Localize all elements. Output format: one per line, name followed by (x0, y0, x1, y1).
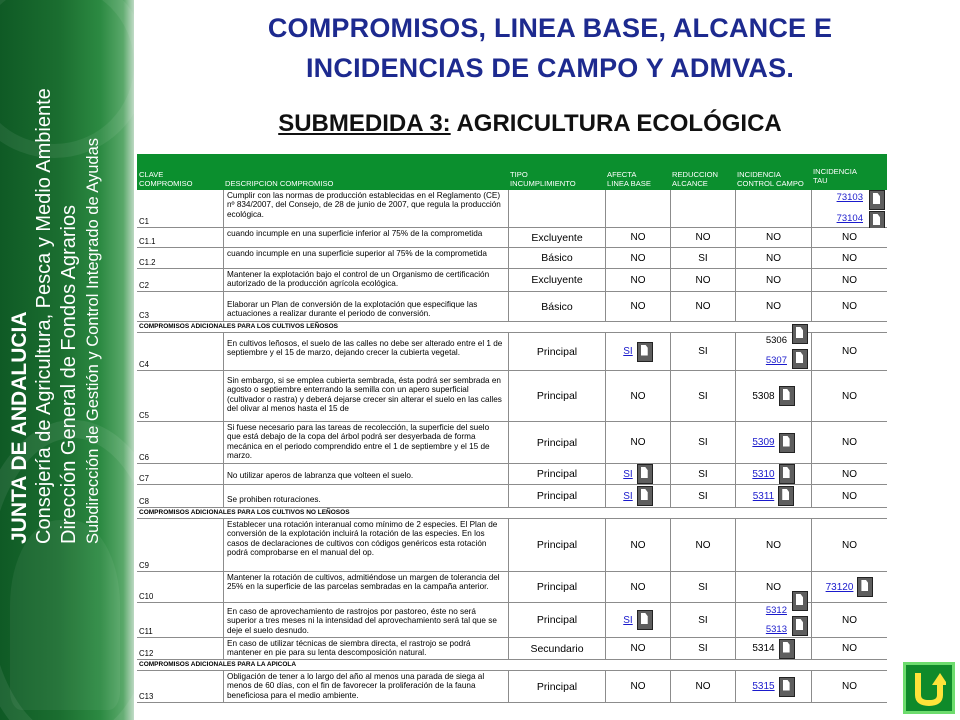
header-tipo: TIPO INCUMPLIMIENTO (510, 170, 576, 188)
row-description: Sin embargo, si se emplea cubierta sembrada, ésta podrá ser sembrada en agosto o septiembre enterrando la semilla con un apero superficial (cultivador o rastra) y deberá dejarse crecer sin alterar el suelo en las calles del olivar al menos hasta el 15 de (223, 371, 508, 421)
row-afecta: NO (605, 422, 670, 463)
row-code: C9 (139, 561, 149, 570)
row-description: No utilizar aperos de labranza que volteen el suelo. (223, 464, 508, 484)
table-row (137, 371, 887, 422)
row-code: C6 (139, 453, 149, 462)
row-tipo: Básico (508, 292, 605, 321)
row-afecta: NO (605, 572, 670, 602)
table-row (137, 572, 887, 603)
afecta-link[interactable]: SI (623, 490, 633, 502)
row-incidencia: NO (735, 248, 811, 268)
row-incidencia: NO (735, 519, 811, 571)
row-incidencia: NO (735, 269, 811, 291)
row-description: En caso de utilizar técnicas de siembra directa, el rastrojo se podrá mantener en pie para su lenta descomposición natural. (223, 638, 508, 659)
section-label: COMPROMISOS ADICIONALES PARA LA APICOLA (139, 661, 297, 668)
row-reduccion: SI (670, 572, 735, 602)
document-icon[interactable] (792, 349, 808, 369)
row-description: Se prohiben roturaciones. (223, 485, 508, 507)
document-icon[interactable] (869, 190, 885, 210)
sidebar-text-block (0, 0, 134, 560)
row-afecta: NO (605, 371, 670, 421)
row-tau: NO (811, 671, 887, 702)
table-row (137, 485, 887, 508)
document-icon[interactable] (637, 342, 653, 362)
row-description: Cumplir con las normas de producción establecidas en el Reglamento (CE) nº 834/2007, del Consejo, de 28 de junio de 2007, que regula la producción ecológica. (223, 190, 508, 227)
row-afecta: NO (605, 671, 670, 702)
sidebar-banner (0, 0, 134, 720)
return-arrow-icon (912, 669, 946, 707)
row-reduccion: SI (670, 333, 735, 370)
row-tau: NO (811, 292, 887, 321)
row-tipo: Principal (508, 671, 605, 702)
row-code: C10 (139, 592, 154, 601)
row-tipo: Principal (508, 422, 605, 463)
row-reduccion: SI (670, 603, 735, 637)
row-afecta: NO (605, 248, 670, 268)
afecta-link[interactable]: SI (623, 468, 633, 480)
section-label: COMPROMISOS ADICIONALES PARA LOS CULTIVOS NO LEÑOSOS (139, 509, 350, 516)
document-icon[interactable] (792, 324, 808, 344)
row-tipo: Principal (508, 464, 605, 484)
row-tau: NO (811, 248, 887, 268)
row-reduccion: SI (670, 485, 735, 507)
row-description: Establecer una rotación interanual como mínimo de 2 especies. El Plan de conversión de la explotación incluirá la rotación de las especies. En los casos de declaraciones de cultivos con códigos genéricos esta rotación podrá comprobarse en el manual del op. (223, 519, 508, 571)
header-desc: DESCRIPCION COMPROMISO (225, 179, 334, 188)
document-icon[interactable] (779, 464, 795, 484)
document-icon[interactable] (637, 486, 653, 506)
incidencia-link[interactable]: 5307 (765, 355, 787, 366)
return-button[interactable] (903, 662, 955, 714)
row-tipo: Principal (508, 519, 605, 571)
row-tau: NO (811, 422, 887, 463)
row-reduccion: SI (670, 638, 735, 659)
header-afecta: AFECTA LINEA BASE (607, 170, 651, 188)
row-tau: NO (811, 464, 887, 484)
document-icon[interactable] (792, 616, 808, 636)
incidencia-link[interactable]: 5315 (752, 681, 775, 692)
row-code: C13 (139, 692, 154, 701)
section-label: COMPROMISOS ADICIONALES PARA LOS CULTIVOS LEÑOSOS (139, 323, 338, 330)
row-afecta: NO (605, 638, 670, 659)
incidencia-link[interactable]: 5313 (765, 624, 787, 635)
incidencia-link[interactable]: 5311 (752, 490, 775, 502)
row-tau: NO (811, 228, 887, 247)
directorate-name: Dirección General de Fondos Agrarios (58, 204, 80, 544)
row-code: C1 (139, 217, 149, 226)
document-icon[interactable] (857, 577, 873, 597)
section-row (137, 508, 887, 519)
row-code: C8 (139, 497, 149, 506)
document-icon[interactable] (779, 433, 795, 453)
table-row (137, 519, 887, 572)
table-row (137, 292, 887, 322)
row-description: cuando incumple en una superficie inferior al 75% de la comprometida (223, 228, 508, 247)
page-subtitle (210, 110, 850, 138)
subdirectorate-name: Subdirección de Gestión y Control Integrado de Ayudas (84, 137, 102, 544)
header-tau: INCIDENCIA TAU (813, 167, 857, 185)
row-incidencia: NO (735, 572, 811, 602)
row-code: C12 (139, 649, 154, 658)
row-tipo: Principal (508, 603, 605, 637)
page-title-line2: INCIDENCIAS DE CAMPO Y ADMVAS. (305, 53, 795, 83)
row-tipo: Excluyente (508, 269, 605, 291)
row-reduccion: NO (670, 519, 735, 571)
row-tipo: Secundario (508, 638, 605, 659)
row-description: Mantener la rotación de cultivos, admitiéndose un margen de tolerancia del 25% en la superficie de las parcelas sembradas en la campaña anterior. (223, 572, 508, 602)
table-row (137, 603, 887, 638)
row-tipo: Principal (508, 572, 605, 602)
incidencia-code: 5308 (752, 390, 775, 402)
row-tau: NO (811, 333, 887, 370)
document-icon[interactable] (637, 610, 653, 630)
row-description: Elaborar un Plan de conversión de la explotación que especifique las actuaciones a realizar durante el periodo de conversión. (223, 292, 508, 321)
document-icon[interactable] (779, 639, 795, 659)
row-description: Si fuese necesario para las tareas de recolección, la superficie del suelo que está debajo de la copa del árbol podrá ser desyerbada de forma mecánica en el periodo comprendido entre el 1 de septiembre y el 15 de marzo. (223, 422, 508, 463)
header-incidencia: INCIDENCIA CONTROL CAMPO (737, 170, 804, 188)
row-description: Mantener la explotación bajo el control de un Organismo de certificación autorizado de la producción agrícola ecológica. (223, 269, 508, 291)
department-name: Consejería de Agricultura, Pesca y Medio Ambiente (33, 88, 55, 544)
afecta-link[interactable]: SI (623, 614, 633, 626)
row-code: C2 (139, 281, 149, 290)
row-code: C3 (139, 311, 149, 320)
row-afecta: NO (605, 292, 670, 321)
row-reduccion: SI (670, 371, 735, 421)
row-code: C5 (139, 411, 149, 420)
header-reduccion: REDUCCION ALCANCE (672, 170, 718, 188)
row-tau: NO (811, 269, 887, 291)
row-tipo: Principal (508, 485, 605, 507)
section-row (137, 660, 887, 671)
table-row (137, 671, 887, 703)
table-row (137, 228, 887, 248)
row-reduccion: SI (670, 464, 735, 484)
row-incidencia: NO (735, 228, 811, 247)
row-afecta: NO (605, 228, 670, 247)
row-description: cuando incumple en una superficie superior al 75% de la comprometida (223, 248, 508, 268)
document-icon[interactable] (637, 464, 653, 484)
page-title-line1: COMPROMISOS, LINEA BASE, ALCANCE E (267, 13, 833, 43)
row-tipo: Principal (508, 333, 605, 370)
table-header (137, 154, 887, 190)
table-row (137, 248, 887, 269)
row-description: Obligación de tener a lo largo del año al menos una parada de siega al menos de 60 días, con el fin de favorecer la proliferación de la fauna beneficiosa para el medio ambiente. (223, 671, 508, 702)
subtitle-text: AGRICULTURA ECOLÓGICA (450, 110, 782, 137)
incidencia-code: 5314 (752, 643, 775, 654)
row-code: C1.2 (139, 258, 156, 267)
header-code: CLAVE COMPROMISO (139, 170, 193, 188)
tau-link[interactable]: 73104 (836, 213, 863, 224)
org-name: JUNTA DE ANDALUCIA (8, 311, 31, 544)
row-reduccion: NO (670, 269, 735, 291)
document-icon[interactable] (779, 677, 795, 697)
row-incidencia: NO (735, 292, 811, 321)
row-code: C11 (139, 627, 153, 636)
row-reduccion: SI (670, 248, 735, 268)
row-description: En caso de aprovechamiento de rastrojos por pastoreo, éste no será superior a tres meses ni la intensidad del aprovechamiento será tal que se deje el suelo desnudo. (223, 603, 508, 637)
document-icon[interactable] (779, 386, 795, 406)
document-icon[interactable] (778, 486, 794, 506)
row-code: C1.1 (139, 237, 156, 246)
row-afecta: NO (605, 269, 670, 291)
afecta-link[interactable]: SI (623, 346, 633, 357)
section-row (137, 322, 887, 333)
table-row (137, 422, 887, 464)
row-tipo: Principal (508, 371, 605, 421)
row-tau: NO (811, 638, 887, 659)
document-icon[interactable] (792, 591, 808, 611)
row-code: C7 (139, 474, 149, 483)
row-tipo: Básico (508, 248, 605, 268)
row-tau: NO (811, 603, 887, 637)
row-tau: NO (811, 371, 887, 421)
table-row (137, 190, 887, 228)
table-row (137, 333, 887, 371)
row-tipo: Excluyente (508, 228, 605, 247)
row-afecta: NO (605, 519, 670, 571)
row-reduccion: NO (670, 228, 735, 247)
tau-link[interactable]: 73120 (825, 581, 854, 593)
row-tau: NO (811, 519, 887, 571)
incidencia-link[interactable]: 5309 (752, 437, 775, 448)
row-reduccion: SI (670, 422, 735, 463)
commitments-table (137, 154, 887, 703)
table-row (137, 269, 887, 292)
row-reduccion: NO (670, 292, 735, 321)
incidencia-code: 5306 (765, 335, 787, 346)
incidencia-link[interactable]: 5310 (752, 468, 775, 480)
row-reduccion: NO (670, 671, 735, 702)
row-code: C4 (139, 360, 149, 369)
tau-link[interactable]: 73103 (836, 192, 863, 203)
table-row (137, 638, 887, 660)
row-tau: NO (811, 485, 887, 507)
incidencia-link[interactable]: 5312 (765, 605, 787, 616)
row-description: En cultivos leñosos, el suelo de las calles no debe ser alterado entre el 1 de septiembre y el 15 de marzo, dejando crecer la cubierta vegetal. (223, 333, 508, 370)
subtitle-prefix: SUBMEDIDA 3: (278, 110, 451, 137)
table-row (137, 464, 887, 485)
